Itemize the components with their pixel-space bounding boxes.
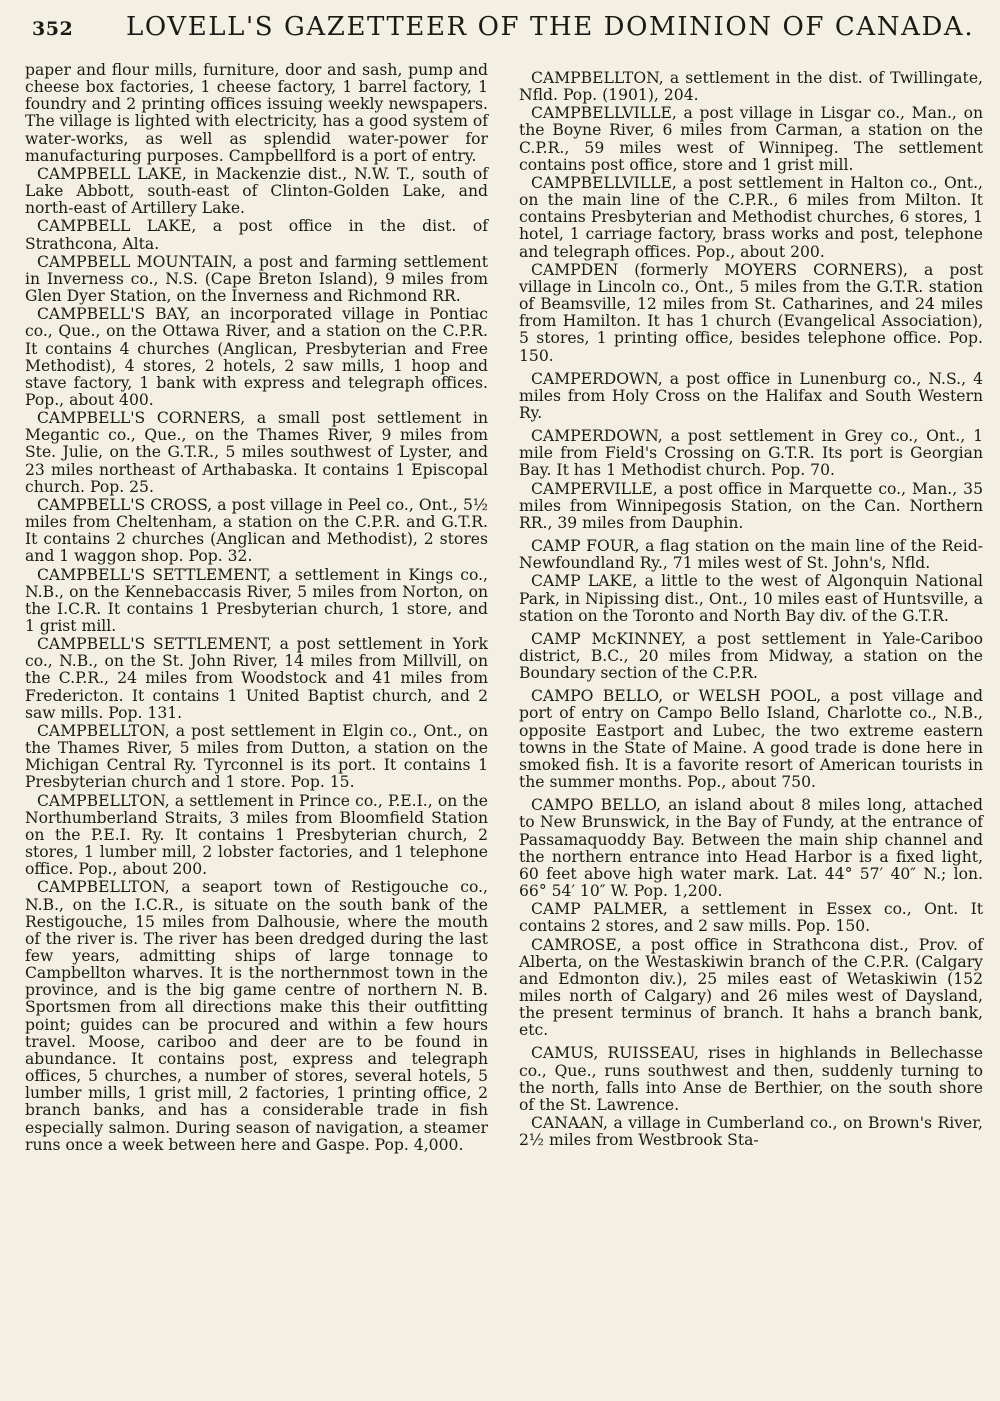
gazetteer-entry: CAMPERDOWN, a post settlement in Grey co., Ont., 1 mile from Field's Crossing on G.T.R. Its port is Georgian Bay. It has 1 Methodist church. Pop. 70. (519, 427, 983, 480)
gazetteer-entry: CAMROSE, a post office in Strathcona dist., Prov. of Alberta, on the Westaskiwin branch of the C.P.R. (Calgary and Edmonton div.), 25 miles east of Wetaskiwin (152 miles north of Calgary) and 26 miles west of Daysland, the present terminus of branch. It hahs a branch bank, etc. (519, 935, 983, 1040)
gazetteer-entry: CAMPO BELLO, an island about 8 miles long, attached to New Brunswick, in the Bay of Fundy, at the entrance of Passamaquoddy Bay. Between the main ship channel and the northern entrance into Head Harbor is a fixed light, 60 feet above high water mark. Lat. 44° 57′ 40″ N.; lon. 66° 54′ 10″ W. Pop. 1,200. (519, 796, 983, 901)
gazetteer-entry: CAMPBELL'S BAY, an incorporated village in Pontiac co., Que., on the Ottawa River, and a station on the C.P.R. It contains 4 churches (Anglican, Presbyterian and Free Methodist), 4 stores, 2 hotels, 2 saw mills, 1 hoop and stave factory, 1 bank with express and telegraph offices. Pop., about 400. (25, 305, 488, 409)
gazetteer-entry: CAMPBELL'S CROSS, a post village in Peel co., Ont., 5½ miles from Cheltenham, a station on the C.P.R. and G.T.R. It contains 2 churches (Anglican and Methodist), 2 stores and 1 waggon shop. Pop. 32. (25, 495, 488, 566)
gazetteer-entry: CAMPDEN (formerly MOYERS CORNERS), a post village in Lincoln co., Ont., 5 miles from the G.T.R. station of Beamsville, 12 miles from St. Catharines, and 24 miles from Hamilton. It has 1 church (Evangelical Association), 5 stores, 1 printing office, besides telephone office. Pop. 150. (519, 260, 983, 365)
gazetteer-entry: CAMPBELL'S SETTLEMENT, a settlement in Kings co., N.B., on the Kennebaccasis River, 5 miles from Norton, on the I.C.R. It contains 1 Presbyterian church, 1 store, and 1 grist mill. (25, 565, 488, 635)
gazetteer-entry: CAMP PALMER, a settlement in Essex co., Ont. It contains 2 stores, and 2 saw mills. Pop. 150. (519, 900, 983, 936)
gazetteer-entry: CAMPBELLTON, a seaport town of Restigouche co., N.B., on the I.C.R., is situate on the south bank of the Restigouche, 15 miles from Dalhousie, where the mouth of the river is. The river has been dredged during the last few years, admitting ships of large tonnage to Campbellton wharves. It is the northernmost town in the province, and is the big game centre of northern N. B. Sportsmen from all directions make this their outfitting point; guides can be procured and within a few hours travel. Moose, cariboo and deer are to be found in abundance. It contains post, express and telegraph offices, 5 churches, a number of stores, several hotels, 5 lumber mills, 1 grist mill, 2 factories, 1 printing office, 2 branch banks, and has a considerable trade in fish especially salmon. During season of navigation, a steamer runs once a week between here and Gaspe. Pop. 4,000. (25, 878, 488, 1154)
page-header (26, 10, 976, 50)
gazetteer-entry: CANAAN, a village in Cumberland co., on Brown's River, 2½ miles from Westbrook Sta- (519, 1114, 983, 1150)
gazetteer-entry: CAMPBELLVILLE, a post settlement in Halton co., Ont., on the main line of the C.P.R., 6 miles from Milton. It contains Presbyterian and Methodist churches, 6 stores, 1 hotel, 1 carriage factory, brass works and post, telephone and telegraph offices. Pop., about 200. (519, 173, 983, 261)
gazetteer-entry: CAMPERDOWN, a post office in Lunenburg co., N.S., 4 miles from Holy Cross on the Halifax and South Western Ry. (519, 369, 983, 422)
gazetteer-entry: CAMPBELL LAKE, a post office in the dist. of Strathcona, Alta. (25, 217, 488, 253)
gazetteer-entry: CAMPBELL'S SETTLEMENT, a post settlement in York co., N.B., on the St. John River, 14 miles from Millvill, on the C.P.R., 24 miles from Woodstock and 41 miles from Fredericton. It contains 1 United Baptist church, and 2 saw mills. Pop. 131. (25, 635, 488, 722)
gazetteer-entry: CAMPBELLVILLE, a post village in Lisgar co., Man., on the Boyne River, 6 miles from Carman, a station on the C.P.R., 59 miles west of Winnipeg. The settlement contains post office, store and 1 grist mill. (519, 104, 983, 174)
gazetteer-entry: CAMPBELL MOUNTAIN, a post and farming settlement in Inverness co., N.S. (Cape Breton Island), 9 miles from Glen Dyer Station, on the Inverness and Richmond RR. (25, 252, 488, 306)
page-number: 352 (32, 18, 74, 40)
gazetteer-entry: CAMPERVILLE, a post office in Marquette co., Man., 35 miles from Winnipegosis Station, on the Can. Northern RR., 39 miles from Dauphin. (519, 479, 983, 532)
left-column (25, 62, 488, 1155)
gazetteer-entry: CAMPBELLTON, a settlement in the dist. of Twillingate, Nfld. Pop. (1901), 204. (519, 69, 983, 105)
gazetteer-entry: CAMPBELL'S CORNERS, a small post settlement in Megantic co., Que., on the Thames River, 9 miles from Ste. Julie, on the G.T.R., 5 miles southwest of Lyster, and 23 miles northeast of Arthabaska. It contains 1 Episcopal church. Pop. 25. (25, 409, 488, 496)
gazetteer-entry: CAMPO BELLO, or WELSH POOL, a post village and port of entry on Campo Bello Island, Charlotte co., N.B., opposite Eastport and Lubec, the two extreme eastern towns in the State of Maine. A good trade is done here in smoked fish. It is a favorite resort of American tourists in the summer months. Pop., about 750. (519, 687, 983, 792)
right-column (519, 70, 983, 1150)
gazetteer-entry: CAMP FOUR, a flag station on the main line of the Reid-Newfoundland Ry., 71 miles west of St. John's, Nfld. (519, 537, 983, 573)
gazetteer-entry: CAMP McKINNEY, a post settlement in Yale-Cariboo district, B.C., 20 miles from Midway, a station on the Boundary section of the C.P.R. (519, 629, 983, 683)
running-title: LOVELL'S GAZETTEER OF THE DOMINION OF CANADA. (126, 12, 975, 42)
gazetteer-entry: CAMP LAKE, a little to the west of Algonquin National Park, in Nipissing dist., Ont., 10 miles east of Huntsville, a station on the Toronto and North Bay div. of the G.T.R. (519, 572, 983, 625)
gazetteer-entry: CAMPBELLTON, a post settlement in Elgin co., Ont., on the Thames River, 5 miles from Dutton, a station on the Michigan Central Ry. Tyrconnel is its port. It contains 1 Presbyterian church and 1 store. Pop. 15. (25, 721, 488, 792)
gazetteer-entry: CAMPBELL LAKE, in Mackenzie dist., N.W. T., south of Lake Abbott, south-east of Clinton-Golden Lake, and north-east of Artillery Lake. (25, 164, 488, 218)
gazetteer-entry: CAMPBELLTON, a settlement in Prince co., P.E.I., on the Northumberland Straits, 3 miles from Bloomfield Station on the P.E.I. Ry. It contains 1 Presbyterian church, 2 stores, 1 lumber mill, 2 lobster factories, and 1 telephone office. Pop., about 200. (25, 791, 488, 879)
gazetteer-entry: paper and flour mills, furniture, door and sash, pump and cheese box factories, 1 cheese factory, 1 barrel factory, 1 foundry and 2 printing offices issuing weekly newspapers. The village is lighted with electricity, has a good system of water-works, as well as splendid water-power for manufacturing purposes. Campbellford is a port of entry. (25, 61, 488, 165)
gazetteer-entry: CAMUS, RUISSEAU, rises in highlands in Bellechasse co., Que., runs southwest and then, suddenly turning to the north, falls into Anse de Berthier, on the south shore of the St. Lawrence. (519, 1044, 983, 1114)
